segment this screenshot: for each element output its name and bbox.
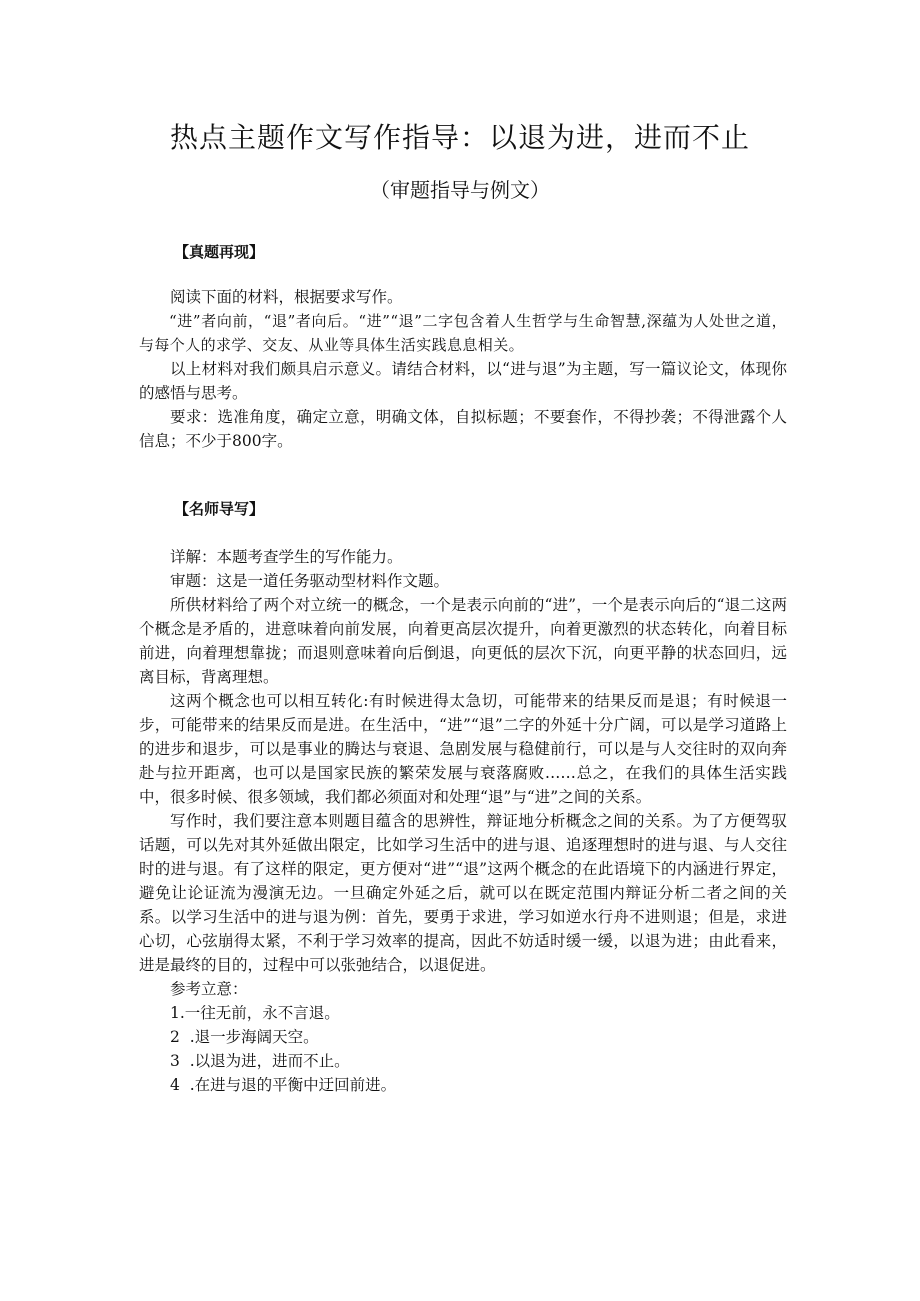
paragraph: 审题：这是一道任务驱动型材料作文题。 (170, 572, 450, 590)
paragraph: 阅读下面的材料，根据要求写作。 (170, 288, 403, 306)
paragraph: 所供材料给了两个对立统一的概念，一个是表示向前的“进”，一个是表示向后的“退二这两个概念是矛盾的，进意味着向前发展，向着更高层次提升，向着更激烈的状态转化，向着目标前进，向着理想靠拢；而退则意味着向后倒退，向更低的层次下沉，向更平静的状态回归，远离目标，背离理想。 (139, 596, 787, 686)
paragraph: 以上材料对我们颇具启示意义。请结合材料，以“进与退”为主题，写一篇议论文，体现你的感悟与思考。 (139, 360, 787, 402)
document-subtitle: （审题指导与例文） (370, 178, 550, 202)
list-item: 1.一往无前，永不言退。 (170, 1004, 340, 1022)
list-item: 4 .在进与退的平衡中迂回前进。 (170, 1076, 397, 1094)
section-heading-real-question: 【真题再现】 (174, 243, 265, 261)
paragraph: 参考立意： (170, 980, 248, 998)
section-heading-teacher-guide: 【名师导写】 (174, 500, 265, 518)
section-teacher-guide-body (139, 545, 787, 1097)
material-paragraph: “进”者向前，“退”者向后。“进”“退”二字包含着人生哲学与生命智慧,深蕴为人处世之道，与每个人的求学、交友、从业等具体生活实践息息相关。 (139, 312, 787, 354)
paragraph: 写作时，我们要注意本则题目蕴含的思辨性，辩证地分析概念之间的关系。为了方便驾驭话题，可以先对其外延做出限定，比如学习生活中的进与退、追逐理想时的进与退、与人交往时的进与退。有了这样的限定，更方便对“进”“退”这两个概念的在此语境下的内涵进行界定，避免让论证流为漫演无边。一旦确定外延之后，就可以在既定范围内辩证分析二者之间的关系。以学习生活中的进与退为例：首先，要勇于求进，学习如逆水行舟不进则退；但是，求进心切，心弦崩得太紧，不利于学习效率的提高，因此不妨适时缓一缓，以退为进；由此看来，进是最终的目的，过程中可以张弛结合，以退促进。 (139, 812, 787, 974)
paragraph: 这两个概念也可以相互转化:有时候进得太急切，可能带来的结果反而是退；有时候退一步，可能带来的结果反而是进。在生活中，“进”“退”二字的外延十分广阔，可以是学习道路上的进步和退步，可以是事业的腾达与衰退、急剧发展与稳健前行，可以是与人交往时的双向奔赴与拉开距离，也可以是国家民族的繁荣发展与衰落腐败……总之，在我们的具体生活实践中，很多时候、很多领域，我们都必须面对和处理“退”与“进”之间的关系。 (139, 692, 787, 806)
paragraph: 要求：选准角度，确定立意，明确文体，自拟标题；不要套作，不得抄袭；不得泄露个人信息；不少于800字。 (139, 408, 787, 450)
section-real-question-body (139, 285, 787, 453)
list-item: 3 .以退为进，进而不止。 (170, 1052, 350, 1070)
document-title: 热点主题作文写作指导：以退为进，进而不止 (169, 121, 750, 154)
paragraph: 详解：本题考查学生的写作能力。 (170, 548, 403, 566)
list-item: 2 .退一步海阔天空。 (170, 1028, 319, 1046)
